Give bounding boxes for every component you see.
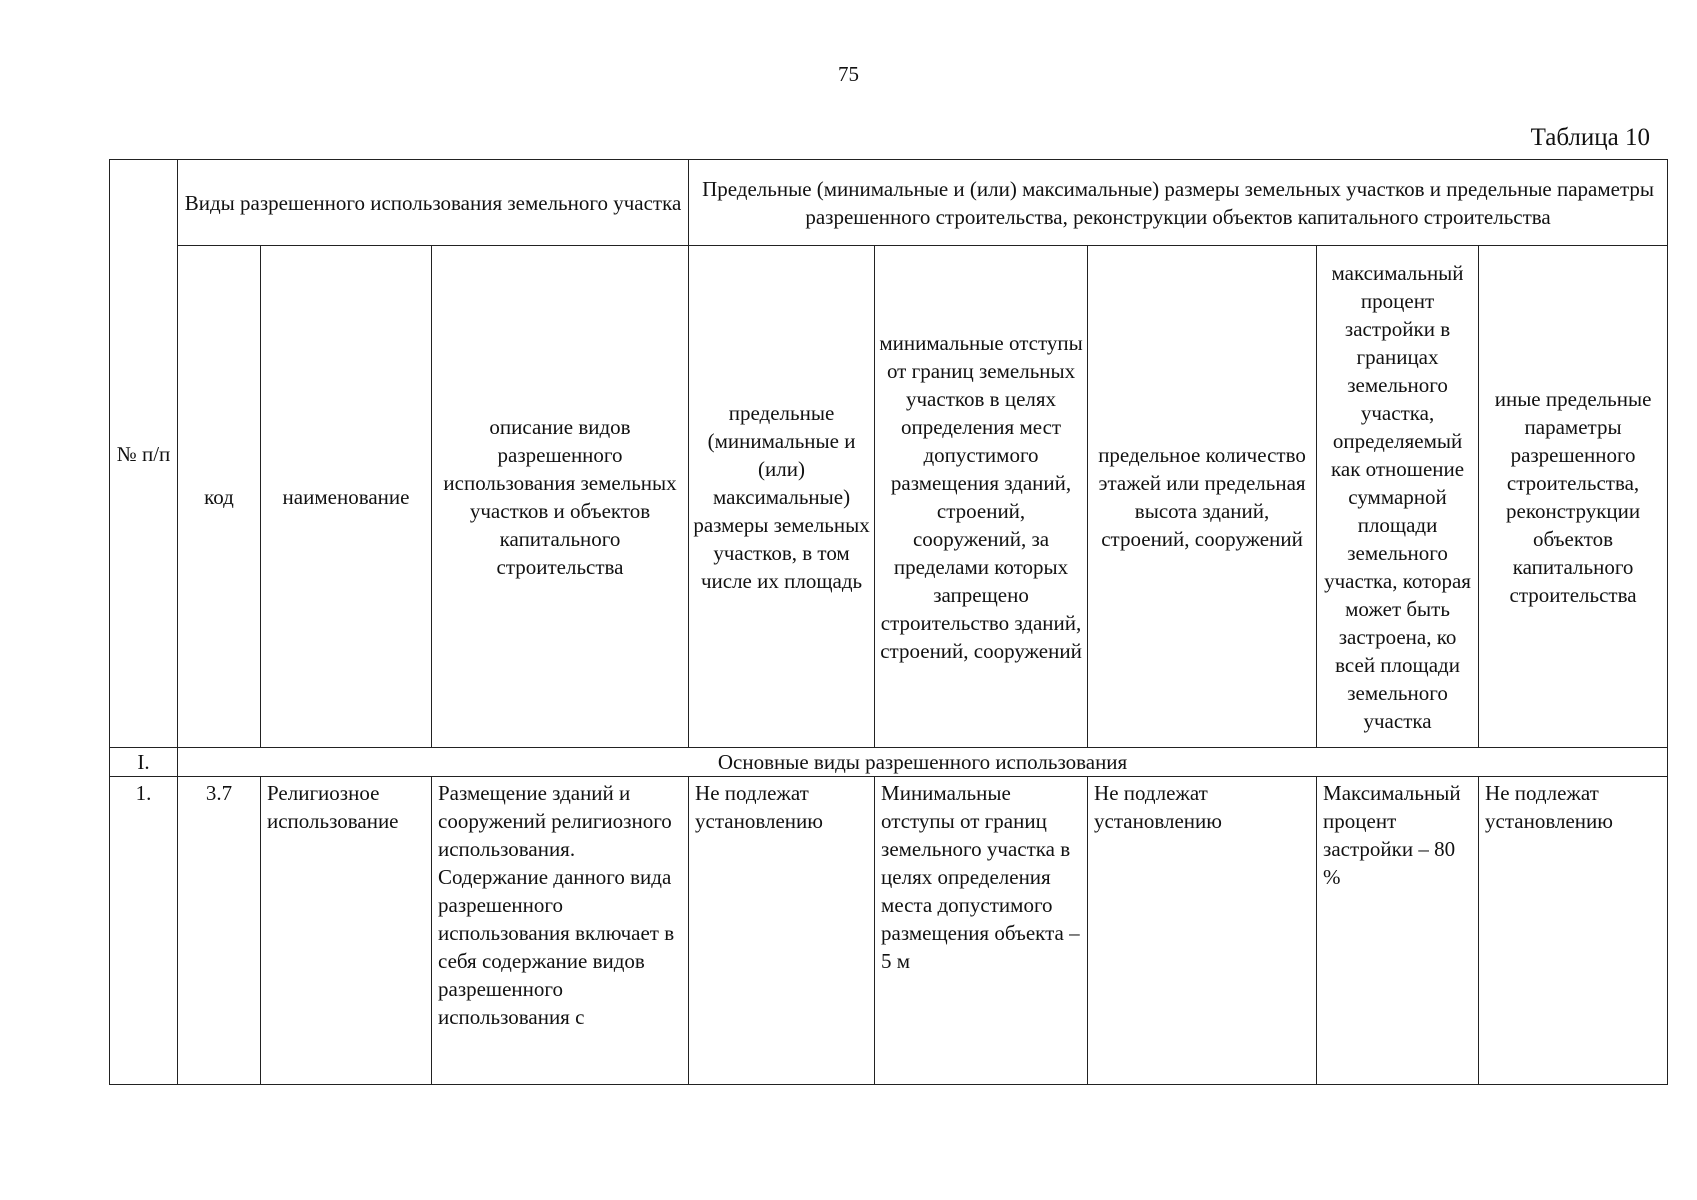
page-number: 75 xyxy=(838,62,859,86)
row-code: 3.7 xyxy=(178,777,261,1085)
header-group-use-types: Виды разрешенного использования земельного участка xyxy=(178,160,689,246)
row-name: Религиозное использование xyxy=(261,777,432,1085)
zoning-parameters-table xyxy=(109,159,1668,1085)
header-floors: предельное количество этажей или предельная высота зданий, строений, сооружений xyxy=(1088,246,1317,748)
header-code: код xyxy=(178,246,261,748)
header-sizes: предельные (минимальные и (или) максимальные) размеры земельных участков, в том числе их площадь xyxy=(689,246,875,748)
row-sizes: Не подлежат установлению xyxy=(689,777,875,1085)
header-coverage: максимальный процент застройки в границах земельного участка, определяемый как отношение суммарной площади земельного участка, которая может быть застроена, ко всей площади земельного участка xyxy=(1317,246,1479,748)
header-description: описание видов разрешенного использования земельных участков и объектов капитального строительства xyxy=(432,246,689,748)
table-caption: Таблица 10 xyxy=(1530,124,1650,151)
row-other: Не подлежат установлению xyxy=(1479,777,1668,1085)
header-num: № п/п xyxy=(110,160,178,748)
section-title: Основные виды разрешенного использования xyxy=(178,748,1668,777)
header-setbacks: минимальные отступы от границ земельных участков в целях определения мест допустимого размещения зданий, строений, сооружений, за пределами которых запрещено строительство зданий, строений, сооружений xyxy=(875,246,1088,748)
table-row xyxy=(110,777,1668,1085)
header-other: иные предельные параметры разрешенного строительства, реконструкции объектов капитального строительства xyxy=(1479,246,1668,748)
row-coverage: Максимальный процент застройки – 80 % xyxy=(1317,777,1479,1085)
row-description: Размещение зданий и сооружений религиозного использования. Содержание данного вида разрешенного использования включает в себя содержание видов разрешенного использования с xyxy=(432,777,689,1085)
header-name: наименование xyxy=(261,246,432,748)
row-num: 1. xyxy=(110,777,178,1085)
row-floors: Не подлежат установлению xyxy=(1088,777,1317,1085)
row-setbacks: Минимальные отступы от границ земельного участка в целях определения места допустимого размещения объекта – 5 м xyxy=(875,777,1088,1085)
header-group-limits: Предельные (минимальные и (или) максимальные) размеры земельных участков и предельные параметры разрешенного строительства, реконструкции объектов капитального строительства xyxy=(689,160,1668,246)
section-number: I. xyxy=(110,748,178,777)
